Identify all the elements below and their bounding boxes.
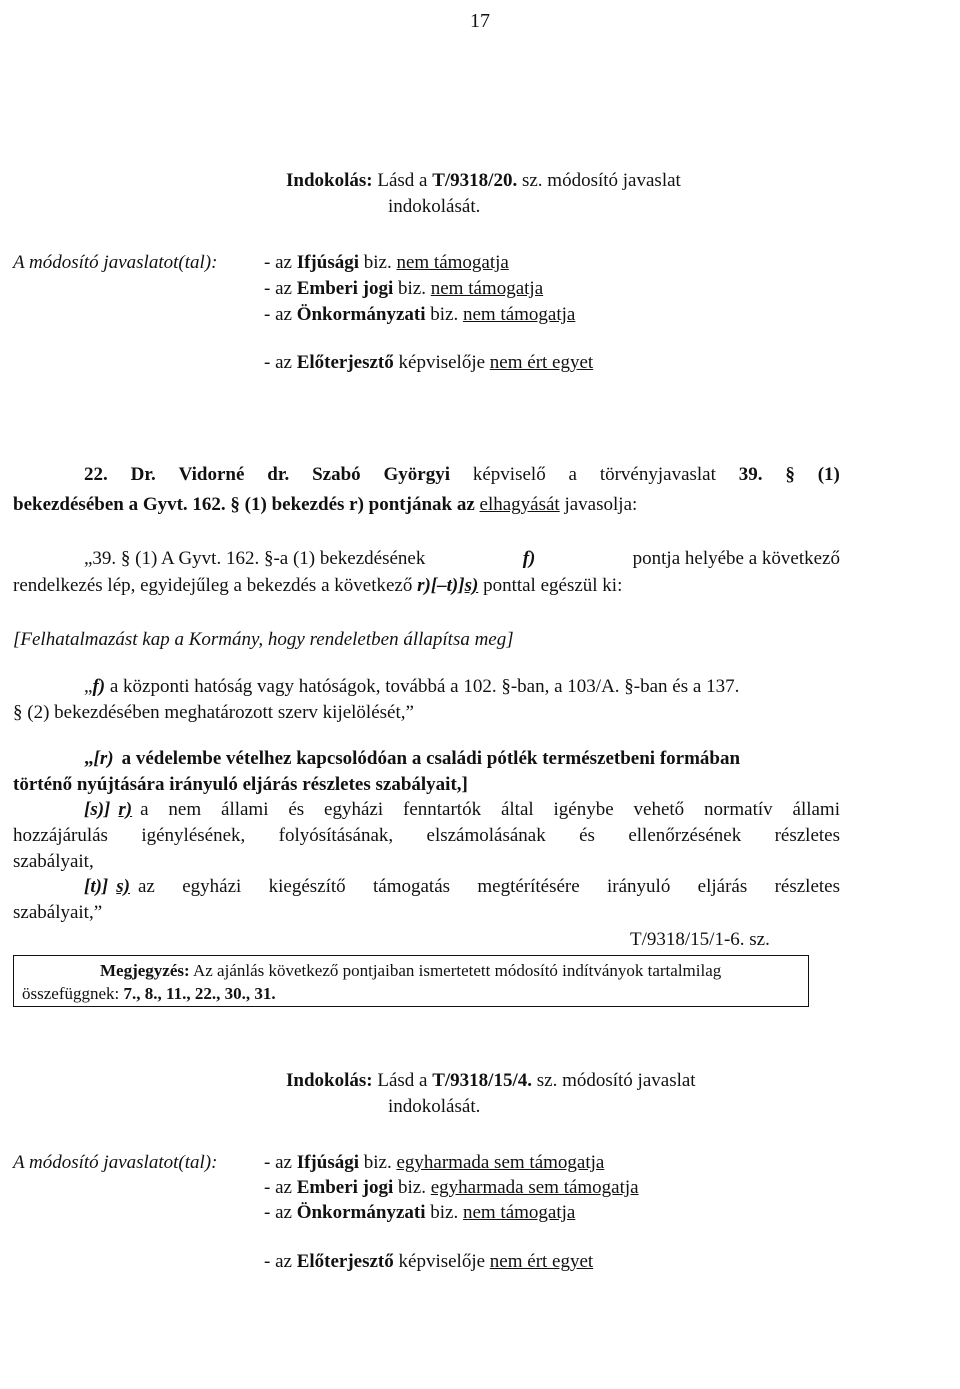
item-number: 22. — [84, 464, 108, 485]
eloterjeszto-status: nem ért egyet — [489, 352, 594, 373]
name-part: Dr. — [130, 464, 156, 485]
item22-line2 — [13, 492, 637, 518]
f-line2: § (2) bekezdésében meghatározott szerv kijelölését,” — [13, 702, 414, 723]
note-box — [13, 955, 809, 1007]
s-line3: szabályait, — [13, 851, 94, 872]
indokolas-line2: indokolását. — [388, 1096, 481, 1117]
indokolas-ref: T/9318/15/4. — [432, 1070, 532, 1091]
item-suffix: biz. — [430, 304, 459, 325]
opinion-item — [264, 250, 509, 276]
name-part: dr. — [267, 464, 290, 485]
quote-line2 — [13, 573, 622, 599]
committee-name: Emberi jogi — [296, 1177, 394, 1198]
quote-text: „39. § (1) A Gyvt. 162. §-a (1) bekezdésének — [84, 548, 426, 569]
indokolas-label: Indokolás: — [286, 170, 373, 191]
amendment-target: bekezdésében a Gyvt. 162. § (1) bekezdés r) pontjának az — [13, 494, 475, 515]
item-suffix: biz. — [363, 252, 392, 273]
committee-status: nem támogatja — [462, 1202, 576, 1223]
quote-line1 — [84, 546, 840, 572]
committee-name: Önkormányzati — [296, 1202, 426, 1223]
amendment-end: javasolja: — [564, 494, 638, 515]
item-suffix: biz. — [363, 1152, 392, 1173]
felhatalmazas-text: [Felhatalmazást kap a Kormány, hogy rendeletben állapítsa meg] — [13, 629, 514, 650]
note-line2 — [22, 981, 276, 1007]
committee-name: Ifjúsági — [296, 1152, 359, 1173]
s-line2: hozzájárulás igénylésének, folyósításának, elszámolásának és ellenőrzésének részletes — [13, 825, 840, 846]
indokolas-line — [286, 1068, 696, 1094]
eloterjeszto-line — [264, 350, 593, 376]
opinion-label: A módosító javaslatot(tal): — [13, 1152, 218, 1173]
point-ref-new: r) — [118, 799, 133, 820]
opinion-item — [264, 302, 575, 328]
note-label: Megjegyzés: — [100, 961, 190, 980]
quote-open: „ — [84, 676, 93, 697]
item-prefix: - az — [264, 1251, 292, 1272]
point-ref: f) — [92, 676, 106, 697]
point-ref-new: s) — [116, 876, 130, 897]
quote-text: a nem állami és egyházi fenntartók által igénybe vehető normatív állami — [140, 799, 840, 820]
quote-text: rendelkezés lép, egyidejűleg a bekezdés a következő — [13, 575, 413, 596]
item-prefix: - az — [264, 252, 292, 273]
quote-text: ponttal egészül ki: — [483, 575, 623, 596]
word: a — [568, 464, 577, 485]
name-part: Szabó — [312, 464, 361, 485]
item-suffix: biz. — [398, 1177, 426, 1198]
committee-name: Önkormányzati — [296, 304, 426, 325]
point-ref: f) — [522, 548, 536, 569]
opinion-item — [264, 1150, 604, 1176]
indokolas-line2: indokolását. — [388, 196, 481, 217]
eloterjeszto-line — [264, 1249, 593, 1275]
r-line1 — [84, 746, 840, 772]
name-part: Györgyi — [383, 464, 451, 485]
committee-status: egyharmada sem támogatja — [430, 1177, 639, 1198]
item-prefix: - az — [264, 1202, 292, 1223]
f-line1 — [84, 674, 739, 700]
document-reference: T/9318/15/1-6. sz. — [630, 929, 770, 950]
item-suffix: biz. — [398, 278, 426, 299]
point-ref: [t)] — [84, 876, 109, 897]
committee-status: nem támogatja — [430, 278, 544, 299]
indokolas-label: Indokolás: — [286, 1070, 373, 1091]
item22-line1 — [84, 462, 840, 488]
quote-text: az egyházi kiegészítő támogatás megtérítésére irányuló eljárás részletes — [138, 876, 840, 897]
subsection: (1) — [817, 464, 840, 485]
t-line1 — [84, 874, 840, 900]
indokolas-rest: sz. módosító javaslat — [536, 1070, 696, 1091]
item-prefix: - az — [264, 304, 292, 325]
opinion-item — [264, 1175, 639, 1201]
r-line2: történő nyújtására irányuló eljárás részletes szabályait,] — [13, 774, 468, 795]
quote-text: pontja helyébe a következő — [632, 548, 840, 569]
item-prefix: - az — [264, 1152, 292, 1173]
amendment-action: elhagyását — [479, 494, 560, 515]
point-ref: [r) — [93, 748, 114, 769]
page-number: 17 — [470, 10, 490, 32]
quote-open: „ — [84, 748, 94, 769]
indokolas-ref: T/9318/20. — [432, 170, 518, 191]
eloterjeszto-name: Előterjesztő — [296, 352, 394, 373]
indokolas-rest: sz. módosító javaslat — [521, 170, 681, 191]
committee-name: Ifjúsági — [296, 252, 359, 273]
committee-name: Emberi jogi — [296, 278, 394, 299]
word: képviselő — [472, 464, 546, 485]
item-prefix: - az — [264, 278, 292, 299]
committee-status: egyharmada sem támogatja — [396, 1152, 605, 1173]
paragraph-number: 39. — [738, 464, 763, 485]
quote-text: a védelembe vételhez kapcsolódóan a családi pótlék természetbeni formában — [121, 748, 741, 769]
point-ref-new: s) — [464, 575, 479, 596]
eloterjeszto-status: nem ért egyet — [489, 1251, 594, 1272]
point-ref: r)[–t)] — [417, 575, 465, 596]
opinion-item — [264, 1200, 575, 1226]
point-ref: [s)] — [84, 799, 111, 820]
item-prefix: - az — [264, 1177, 292, 1198]
note-text: Az ajánlás következő pontjaiban ismertetett módosító indítványok tartalmilag — [192, 961, 722, 980]
indokolas-lasd: Lásd a — [377, 170, 428, 191]
eloterjeszto-name: Előterjesztő — [296, 1251, 394, 1272]
opinion-label: A módosító javaslatot(tal): — [13, 252, 218, 273]
indokolas-line — [286, 168, 681, 194]
opinion-item — [264, 276, 543, 302]
name-part: Vidorné — [178, 464, 245, 485]
item-suffix: biz. — [430, 1202, 459, 1223]
note-text: összefüggnek: — [22, 984, 120, 1003]
indokolas-lasd: Lásd a — [377, 1070, 428, 1091]
committee-status: nem támogatja — [462, 304, 576, 325]
word: törvényjavaslat — [599, 464, 716, 485]
eloterjeszto-middle: képviselője — [398, 1251, 486, 1272]
s-line1 — [84, 797, 840, 823]
eloterjeszto-middle: képviselője — [398, 352, 486, 373]
quote-text: a központi hatóság vagy hatóságok, továbbá a 102. §-ban, a 103/A. §-ban és a 137. — [109, 676, 740, 697]
committee-status: nem támogatja — [396, 252, 509, 273]
item-prefix: - az — [264, 352, 292, 373]
note-numbers: 7., 8., 11., 22., 30., 31. — [123, 984, 276, 1003]
t-line2: szabályait,” — [13, 902, 103, 923]
section-sign: § — [785, 464, 795, 485]
